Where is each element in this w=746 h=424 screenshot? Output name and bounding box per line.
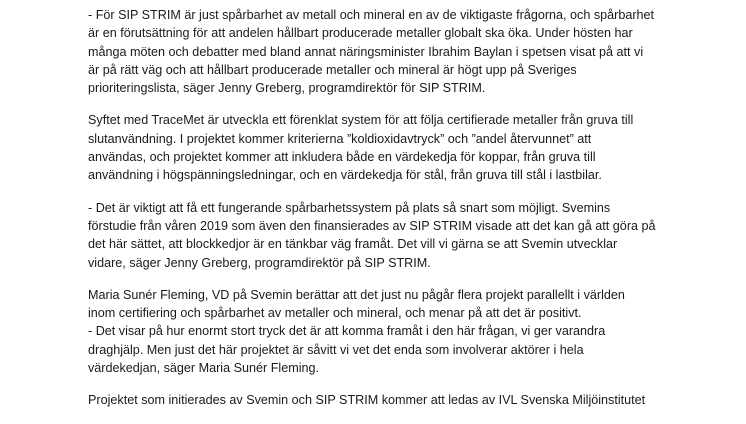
text-line: är på rätt väg och att hållbart producerade metaller och mineral är högt upp på Sveriges (88, 62, 577, 77)
text-line: Projektet som initierades av Svemin och SIP STRIM kommer att ledas av IVL Svenska Miljöinstitutet (88, 393, 646, 408)
text-line: slutanvändning. I projektet kommer kriterierna ”koldioxidavtryck” och ”andel återvunnet” att (88, 131, 592, 146)
text-line: prioriteringslista, säger Jenny Greberg, programdirektör för SIP STRIM. (88, 81, 486, 96)
paragraph-4 (88, 286, 688, 377)
text-line: Syftet med TraceMet är utveckla ett förenklat system för att följa certifierade metaller från gruva till (88, 113, 634, 128)
text-line: förstudie från våren 2019 som även den finansierades av SIP STRIM visade att det kan gå att göra på (88, 218, 656, 233)
text-line: användas, och projektet kommer att inkludera både en värdekedja för koppar, från gruva till (88, 150, 596, 165)
text-line: är en förutsättning för att andelen hållbart producerade metaller globalt ska öka. Under hösten har (88, 26, 633, 41)
document-page (88, 6, 688, 424)
text-line: - För SIP STRIM är just spårbarhet av metall och mineral en av de viktigaste frågorna, och spårbarhet (88, 8, 655, 22)
text-line: användning i högspänningsledningar, och en värdekedja för stål, från gruva till stål i lastbilar. (88, 168, 602, 183)
text-line: värdekedjan, säger Maria Sunér Fleming. (88, 361, 319, 376)
text-line: inom certifiering och spårbarhet av metaller och mineral, och menar på att det är positivt. (88, 306, 582, 321)
text-line: - Det är viktigt att få ett fungerande spårbarhetssystem på plats så snart som möjligt. Svemins (88, 200, 611, 215)
paragraph-1 (88, 6, 688, 97)
paragraph-3 (88, 199, 688, 272)
paragraph-2 (88, 111, 688, 184)
text-line: många möten och debatter med bland annat näringsminister Ibrahim Baylan i spetsen visat på att vi (88, 44, 644, 59)
text-line: draghjälp. Men just det här projektet är såvitt vi vet det enda som involverar aktörer i hela (88, 342, 584, 357)
paragraph-5 (88, 391, 688, 409)
text-line: - Det visar på hur enormt stort tryck det är att komma framåt i den här frågan, vi ger varandra (88, 324, 606, 339)
text-line: det här sättet, att blockkedjor är en tänkbar väg framåt. Det vill vi gärna se att Svemin utvecklar (88, 237, 618, 252)
text-line: Maria Sunér Fleming, VD på Svemin berättar att det just nu pågår flera projekt parallellt i världen (88, 287, 625, 302)
text-line: vidare, säger Jenny Greberg, programdirektör på SIP STRIM. (88, 255, 431, 270)
